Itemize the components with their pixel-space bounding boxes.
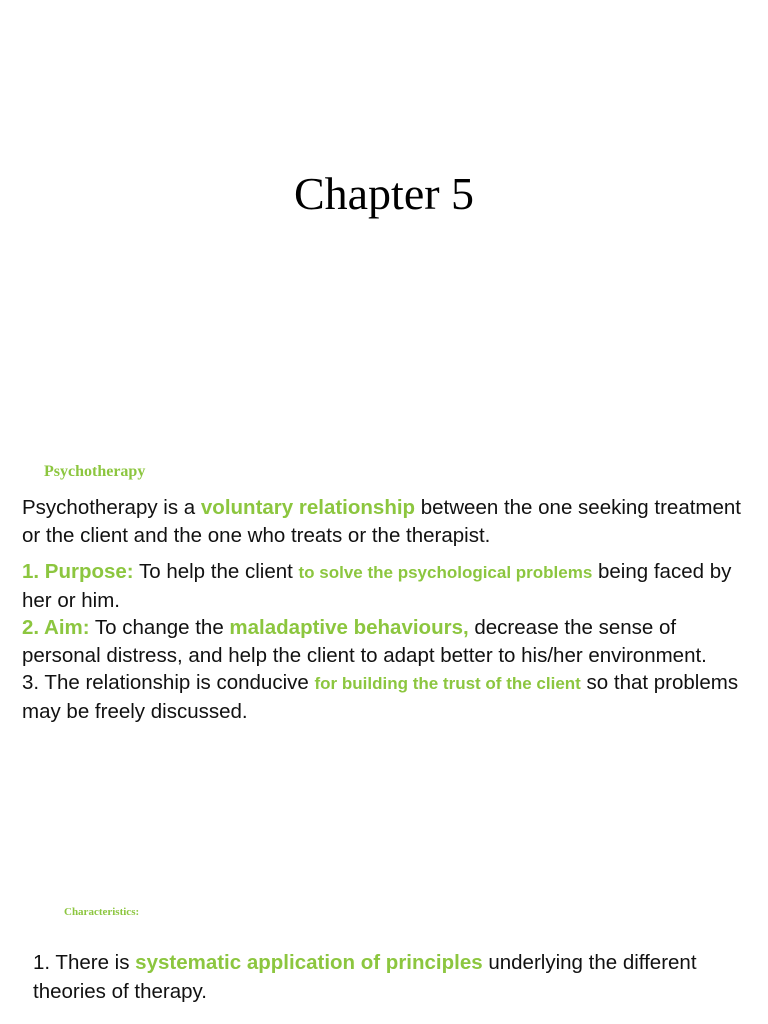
point-text-end: so that problems may be freely discussed. xyxy=(22,671,739,723)
characteristic-text-start: 1. There is xyxy=(33,951,136,974)
point-highlight: to solve the psychological problems xyxy=(298,563,593,582)
point-highlight: maladaptive behaviours, xyxy=(229,616,469,639)
intro-paragraph xyxy=(22,494,752,549)
point-text-start: To help the client xyxy=(133,560,299,583)
characteristics-list xyxy=(33,948,753,1006)
point-aim xyxy=(22,614,752,669)
characteristic-text-end: underlying the different theories of therapy. xyxy=(33,951,697,1003)
intro-text-start: Psychotherapy is a xyxy=(22,496,201,519)
characteristic-item xyxy=(33,948,753,1006)
point-highlight: for building the trust of the client xyxy=(314,674,581,693)
point-purpose xyxy=(22,558,752,614)
point-text-end: being faced by her or him. xyxy=(22,560,732,612)
characteristics-heading: Characteristics: xyxy=(64,906,140,918)
intro-text-end: between the one seeking treatment or the client and the one who treats or the therapist. xyxy=(22,496,742,547)
section-heading: Psychotherapy xyxy=(44,463,146,480)
point-label: 1. Purpose: xyxy=(22,560,134,583)
point-text-start: 3. The relationship is conducive xyxy=(22,671,315,694)
chapter-title: Chapter 5 xyxy=(293,168,475,219)
point-text-end: decrease the sense of personal distress, and help the client to adapt better to his/her environment. xyxy=(22,616,707,667)
characteristic-highlight: systematic application of principles xyxy=(135,951,483,974)
intro-highlight: voluntary relationship xyxy=(200,496,416,519)
point-relationship xyxy=(22,669,752,725)
point-label: 2. Aim: xyxy=(22,616,90,639)
point-text-start: To change the xyxy=(89,616,230,639)
points-list xyxy=(22,558,752,725)
